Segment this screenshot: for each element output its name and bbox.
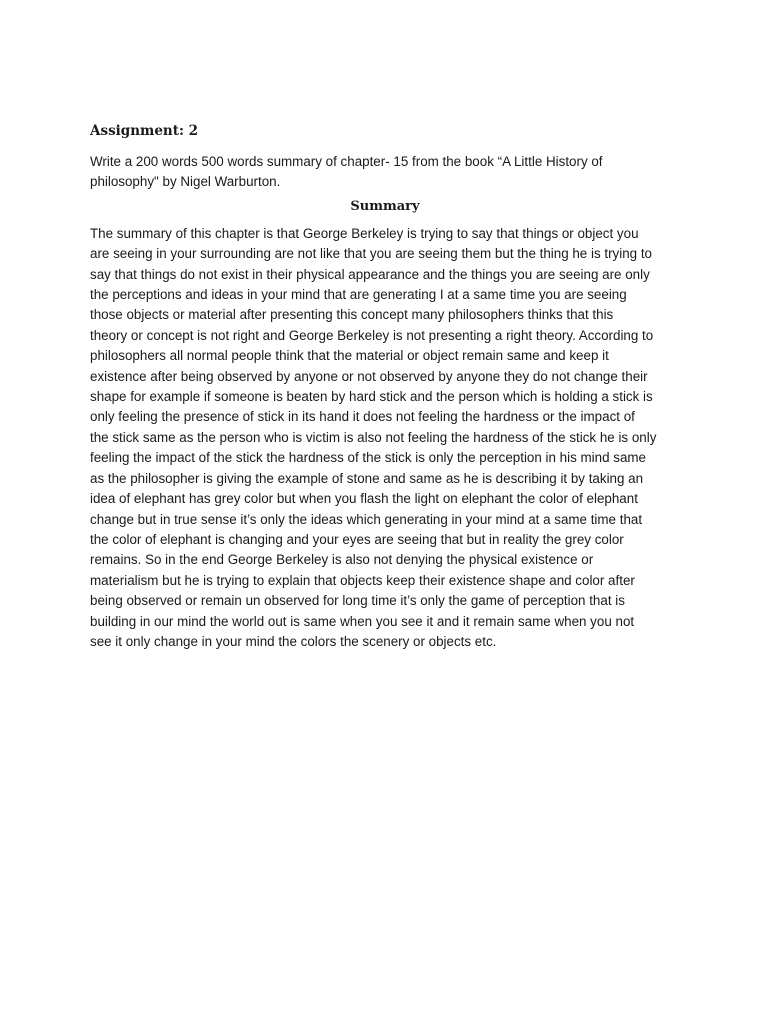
prompt-line: philosophy" by Nigel Warburton.: [90, 174, 281, 190]
assignment-prompt: [90, 152, 680, 193]
summary-line: The summary of this chapter is that George Berkeley is trying to say that things or object you: [90, 225, 639, 241]
summary-line: materialism but he is trying to explain that objects keep their existence shape and color after: [90, 572, 635, 588]
summary-line: idea of elephant has grey color but when you flash the light on elephant the color of elephant: [90, 491, 638, 507]
assignment-title: Assignment: 2: [90, 123, 199, 139]
summary-line: the color of elephant is changing and your eyes are seeing that but in reality the grey color: [90, 531, 624, 547]
summary-line: say that things do not exist in their physical appearance and the things you are seeing are only: [90, 266, 650, 282]
summary-line: building in our mind the world out is same when you see it and it remain same when you not: [90, 613, 635, 629]
summary-line: the perceptions and ideas in your mind that are generating I at a same time you are seeing: [90, 287, 627, 303]
document-content: [90, 122, 680, 652]
summary-line: change but in true sense it’s only the ideas which generating in your mind at a same time that: [90, 511, 643, 527]
summary-line: see it only change in your mind the colors the scenery or objects etc.: [90, 633, 497, 649]
summary-line: shape for example if someone is beaten by hard stick and the person which is holding a stick is: [90, 389, 653, 405]
prompt-line: Write a 200 words 500 words summary of chapter- 15 from the book “A Little History of: [90, 154, 603, 169]
summary-line: as the philosopher is giving the example of stone and same as he is describing it by taking an: [90, 470, 644, 486]
summary-line: remains. So in the end George Berkeley is also not denying the physical existence or: [90, 552, 594, 568]
summary-line: the stick same as the person who is victim is also not feeling the hardness of the stick he is only: [90, 429, 657, 445]
summary-line: feeling the impact of the stick the hardness of the stick is only the perception in his mind same: [90, 450, 646, 466]
summary-paragraph: [90, 224, 680, 653]
summary-line: being observed or remain un observed for long time it’s only the game of perception that is: [90, 593, 625, 609]
summary-heading: Summary: [350, 198, 420, 214]
summary-line: are seeing in your surrounding are not like that you are seeing them but the thing he is trying to: [90, 246, 653, 262]
summary-line: those objects or material after presenting this concept many philosophers thinks that this: [90, 307, 614, 323]
summary-line: existence after being observed by anyone or not observed by anyone they do not change their: [90, 368, 648, 384]
summary-line: theory or concept is not right and George Berkeley is not presenting a right theory. According to: [90, 327, 654, 343]
summary-line: only feeling the presence of stick in its hand it does not feeling the hardness or the impact of: [90, 409, 635, 425]
summary-line: philosophers all normal people think that the material or object remain same and keep it: [90, 348, 609, 364]
